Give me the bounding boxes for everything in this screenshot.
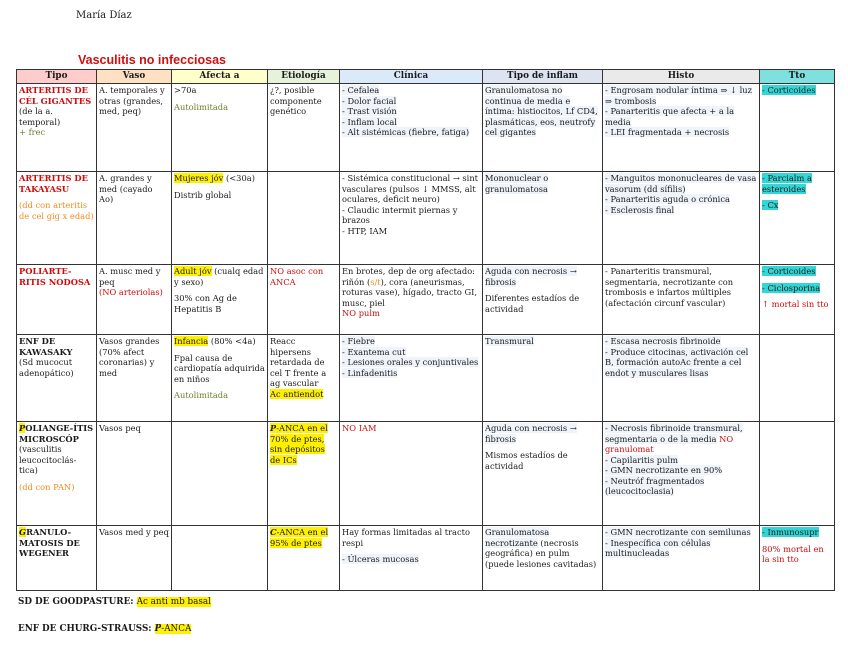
afecta-text: Mujeres jóv (<30a) bbox=[174, 173, 255, 184]
tto-item: - Corticoides bbox=[762, 85, 816, 96]
differential-note: (dd con arteritis de cel gig x edad) bbox=[19, 200, 94, 221]
disease-name: POLIANGE-ÍTIS MICROSCÓP bbox=[19, 423, 94, 444]
clinica-item: - Fiebre bbox=[342, 336, 375, 347]
differential-note: (dd con PAN) bbox=[19, 481, 75, 492]
afecta-text: Adult jóv (cualq edad y sexo) bbox=[174, 266, 264, 287]
histo-item: - Necrosis fibrinoide transmural, segmentaria o de la media NO granulomat bbox=[605, 423, 743, 455]
histo-item: - Esclerosis final bbox=[605, 204, 675, 215]
header-afecta: Afecta a bbox=[172, 70, 268, 84]
vaso-text: Vasos peq bbox=[99, 423, 141, 434]
header-tto: Tto bbox=[760, 70, 835, 84]
histo-item: - Capilaritis pulm bbox=[605, 454, 678, 465]
histo-item: - Engrosam nodular íntima ⇒ ↓ luz ⇒ trombosis bbox=[605, 85, 753, 106]
histo-item: - Panarteritis que afecta + a la media bbox=[605, 106, 735, 127]
footer-goodpasture: SD DE GOODPASTURE: Ac anti mb basal bbox=[18, 597, 211, 607]
afecta-note: Distrib global bbox=[174, 189, 232, 200]
inflam-text: Granulomatosa no continua de media e íntima: histiocitos, Lf CD4, plasmáticas, eos, neutrofy cel gigantes bbox=[485, 85, 598, 138]
tto-item: - Corticoides bbox=[762, 266, 816, 277]
clinica-item: - Dolor facial bbox=[342, 95, 397, 106]
tto-item: - Ciclosporina bbox=[762, 282, 821, 293]
cell-inflam bbox=[483, 526, 603, 591]
cell-afecta bbox=[172, 335, 268, 422]
disease-name: GRANULO-MATOSIS DE WEGENER bbox=[19, 527, 80, 559]
clinica-exception: NO pulm bbox=[342, 308, 380, 319]
cell-tto bbox=[760, 265, 835, 335]
cell-clinica bbox=[340, 422, 483, 526]
clinica-item: - Trast visión bbox=[342, 106, 397, 117]
table-header-row bbox=[17, 70, 835, 84]
clinica-item: - HTP, IAM bbox=[342, 225, 388, 236]
cell-vaso bbox=[97, 84, 172, 172]
histo-item: - GMN necrotizante con semilunas bbox=[605, 527, 751, 538]
clinica-item: - Linfadenitis bbox=[342, 367, 398, 378]
etiologia-text: NO asoc con ANCA bbox=[270, 266, 324, 287]
cell-histo bbox=[603, 335, 760, 422]
cell-tto bbox=[760, 422, 835, 526]
cell-etiologia bbox=[268, 526, 340, 591]
tto-item: - Cx bbox=[762, 200, 779, 211]
header-tipo-inflam: Tipo de inflam bbox=[483, 70, 603, 84]
clinica-item: - Cefalea bbox=[342, 85, 380, 96]
histo-item: - LEI fragmentada + necrosis bbox=[605, 127, 730, 138]
table-row bbox=[17, 335, 835, 422]
disease-name: ARTERITIS DE TAKAYASU bbox=[19, 173, 88, 194]
clinica-item: - Sistémica constitucional → sint vasculares (pulsos ↓ MMSS, alt oculares, deficit neuro) bbox=[342, 173, 478, 205]
disease-name: POLIARTE-RITIS NODOSA bbox=[19, 266, 91, 287]
table-row bbox=[17, 84, 835, 172]
histo-item: - Panarteritis aguda o crónica bbox=[605, 194, 730, 205]
histo-item: - GMN necrotizante en 90% bbox=[605, 465, 723, 476]
afecta-note: Fpal causa de cardiopatía adquirida en niños bbox=[174, 352, 265, 384]
vaso-text: A. musc med y peq bbox=[99, 266, 161, 287]
cell-histo bbox=[603, 422, 760, 526]
afecta-text: Infancia (80% <4a) bbox=[174, 336, 256, 347]
etiologia-highlight: Ac antiendot bbox=[270, 388, 324, 399]
header-histo: Histo bbox=[603, 70, 760, 84]
clinica-text: Hay formas limitadas al tracto respi bbox=[342, 527, 470, 548]
histo-item: - Produce citocinas, activación cel B, formación autoAc frente a cel endot y musculares lisas bbox=[605, 346, 749, 378]
clinica-item: - Claudic intermit piernas y brazos bbox=[342, 204, 458, 226]
cell-vaso bbox=[97, 265, 172, 335]
clinica-text: En brotes, dep de org afectado: riñón (s/t), cora (aneurismas, roturas vase), hígado, tracto GI, musc, piel bbox=[342, 266, 477, 308]
cell-vaso bbox=[97, 335, 172, 422]
header-etiologia: Etiología bbox=[268, 70, 340, 84]
histo-item: - Manguitos mononucleares de vasa vasorum (dd sífilis) bbox=[605, 173, 757, 194]
cell-tipo bbox=[17, 335, 97, 422]
clinica-item: - Alt sistémicas (fiebre, fatiga) bbox=[342, 127, 470, 138]
clinica-item: - Úlceras mucosas bbox=[342, 554, 419, 565]
cell-tto bbox=[760, 526, 835, 591]
cell-tipo bbox=[17, 265, 97, 335]
inflam-text: Granulomatosa necrotizante (necrosis geográfica) en pulm (puede lesiones cavitadas) bbox=[485, 527, 597, 569]
disease-note: (vasculitis leucocitoclás-tica) bbox=[19, 444, 77, 476]
cell-etiologia bbox=[268, 84, 340, 172]
cell-afecta bbox=[172, 422, 268, 526]
clinica-exception: NO IAM bbox=[342, 423, 377, 434]
footer-churg-strauss: ENF DE CHURG-STRAUSS: P-ANCA bbox=[18, 624, 192, 634]
cell-vaso bbox=[97, 526, 172, 591]
afecta-note: Autolimitada bbox=[174, 101, 229, 112]
cell-clinica bbox=[340, 526, 483, 591]
vaso-exception: (NO arteriolas) bbox=[99, 287, 163, 298]
page-title: Vasculitis no infecciosas bbox=[78, 53, 226, 67]
cell-inflam bbox=[483, 422, 603, 526]
cell-inflam bbox=[483, 84, 603, 172]
afecta-text: >70a bbox=[174, 85, 197, 96]
inflam-text: Transmural bbox=[485, 336, 534, 347]
cell-vaso bbox=[97, 172, 172, 265]
table-row bbox=[17, 265, 835, 335]
vaso-text: Vasos grandes (70% afect coronarias) y med bbox=[99, 336, 160, 378]
cell-etiologia bbox=[268, 265, 340, 335]
table-row bbox=[17, 422, 835, 526]
inflam-note: Diferentes estadíos de actividad bbox=[485, 293, 580, 314]
cell-histo bbox=[603, 84, 760, 172]
cell-etiologia bbox=[268, 335, 340, 422]
cell-clinica bbox=[340, 172, 483, 265]
histo-item: - Escasa necrosis fibrinoide bbox=[605, 336, 721, 347]
cell-histo bbox=[603, 265, 760, 335]
clinica-item: - Lesiones orales y conjuntivales bbox=[342, 357, 479, 368]
tto-item: - Inmunosupr bbox=[762, 527, 819, 538]
header-clinica: Clínica bbox=[340, 70, 483, 84]
disease-name: ARTERITIS DE CÉL GIGANTES bbox=[19, 85, 92, 106]
cell-afecta bbox=[172, 172, 268, 265]
inflam-text: Aguda con necrosis → fibrosis bbox=[485, 266, 577, 287]
histo-item: - Panarteritis transmural, segmentaria, necrotizante con trombosis e infartos múltiples (afectación circunf vascular) bbox=[605, 266, 734, 308]
disease-note: (Sd mucocut adenopático) bbox=[19, 357, 74, 378]
inflam-note: Mismos estadíos de actividad bbox=[485, 450, 568, 471]
cell-tto bbox=[760, 335, 835, 422]
header-tipo: Tipo bbox=[17, 70, 97, 84]
cell-tipo bbox=[17, 84, 97, 172]
author-name: María Díaz bbox=[76, 10, 132, 21]
cell-etiologia bbox=[268, 422, 340, 526]
inflam-text: Mononuclear o granulomatosa bbox=[485, 173, 549, 194]
disease-note: (de la a. temporal) bbox=[19, 106, 61, 127]
cell-histo bbox=[603, 526, 760, 591]
table-row bbox=[17, 172, 835, 265]
cell-afecta bbox=[172, 526, 268, 591]
histo-item: - Neutróf fragmentados (leucocitoclasia) bbox=[605, 475, 705, 497]
clinica-item: - Exantema cut bbox=[342, 346, 406, 357]
header-vaso: Vaso bbox=[97, 70, 172, 84]
tto-mortality: 80% mortal en la sin tto bbox=[762, 543, 824, 565]
tto-mortality: ↑ mortal sin tto bbox=[762, 299, 829, 310]
clinica-item: - Inflam local bbox=[342, 116, 397, 127]
cell-histo bbox=[603, 172, 760, 265]
cell-inflam bbox=[483, 265, 603, 335]
disease-name: ENF DE KAWASAKY bbox=[19, 336, 73, 357]
cell-vaso bbox=[97, 422, 172, 526]
cell-tipo bbox=[17, 172, 97, 265]
histo-item: - Inespecífica con células multinucleadas bbox=[605, 537, 711, 559]
cell-clinica bbox=[340, 84, 483, 172]
afecta-note: 30% con Ag de Hepatitis B bbox=[174, 293, 237, 314]
cell-clinica bbox=[340, 265, 483, 335]
cell-inflam bbox=[483, 172, 603, 265]
cell-inflam bbox=[483, 335, 603, 422]
tto-item: - Parcialm a esteroides bbox=[762, 173, 812, 194]
frequency-note: + frec bbox=[19, 127, 46, 138]
etiologia-text: Reacc hipersens retardada de cel T frente a ag vascular bbox=[270, 336, 327, 389]
vaso-text: Vasos med y peq bbox=[99, 527, 169, 538]
cell-clinica bbox=[340, 335, 483, 422]
cell-tto bbox=[760, 84, 835, 172]
vaso-text: A. grandes y med (cayado Ao) bbox=[99, 173, 153, 205]
cell-afecta bbox=[172, 84, 268, 172]
etiologia-highlight: P-ANCA en el 70% de ptes, sin depósitos de ICs bbox=[270, 423, 328, 465]
cell-tto bbox=[760, 172, 835, 265]
cell-tipo bbox=[17, 526, 97, 591]
etiologia-highlight: C-ANCA en el 95% de ptes bbox=[270, 527, 329, 548]
cell-afecta bbox=[172, 265, 268, 335]
cell-tipo bbox=[17, 422, 97, 526]
cell-etiologia bbox=[268, 172, 340, 265]
table-row bbox=[17, 526, 835, 591]
vasculitis-table bbox=[16, 69, 835, 591]
inflam-text: Aguda con necrosis → fibrosis bbox=[485, 423, 577, 444]
vaso-text: A. temporales y otras (grandes, med, peq) bbox=[99, 85, 165, 117]
etiologia-text: ¿?, posible componente genético bbox=[270, 85, 322, 117]
afecta-note: Autolimitada bbox=[174, 390, 229, 401]
